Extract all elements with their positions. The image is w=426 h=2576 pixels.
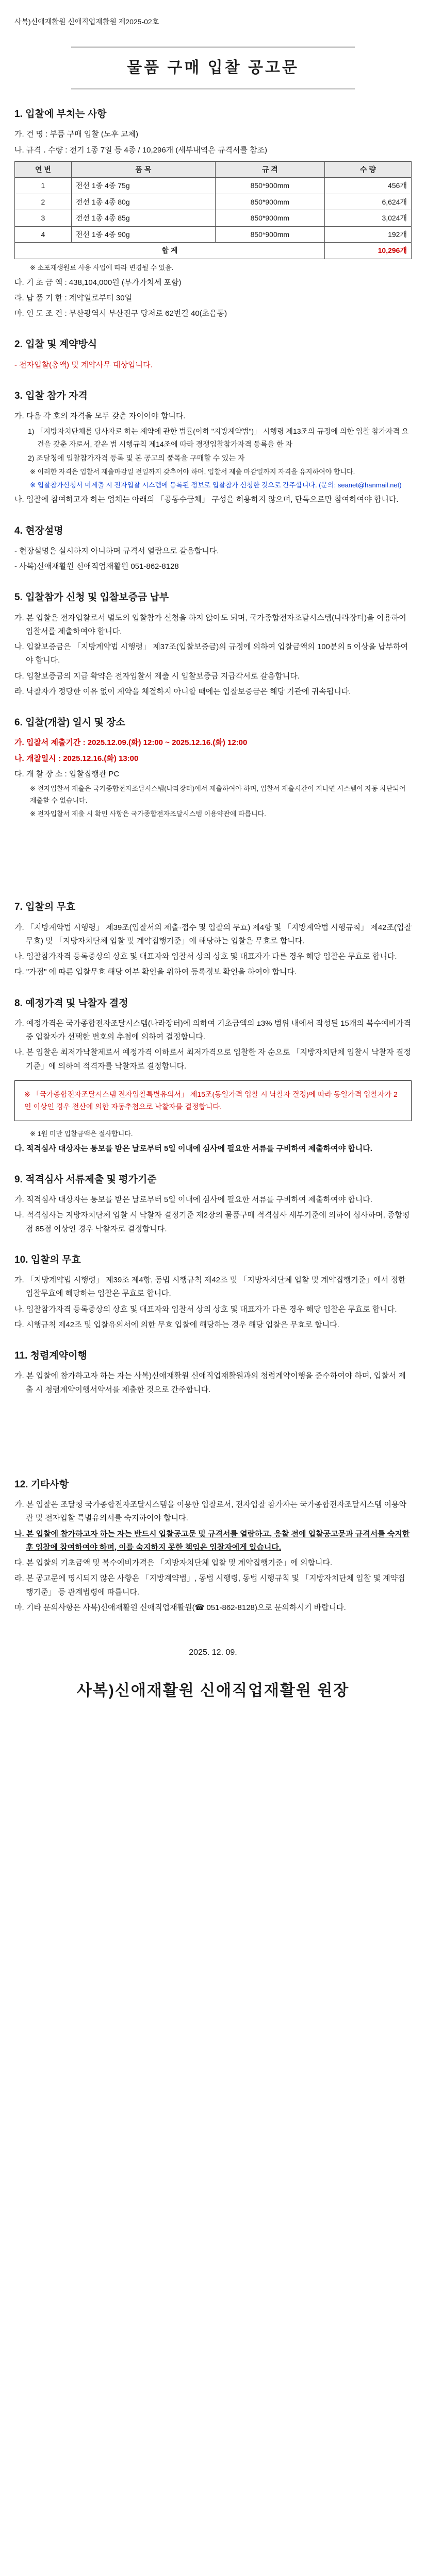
section-6	[14, 714, 412, 820]
section-heading: 12. 기타사항	[14, 1479, 69, 1490]
qualification-contact-note: ※ 입찰참가신청서 미제출 시 전자입찰 시스템에 등록된 정보로 입찰참가 신청한 것으로 간주합니다. (문의: seanet@hanmail.net)	[30, 481, 402, 489]
misc-item: 다. 본 입찰의 기초금액 및 복수예비가격은 「지방자치단체 입찰 및 계약집행기준」에 의합니다.	[14, 1558, 333, 1567]
deposit-item: 나. 입찰보증금은 「지방계약법 시행령」 제37조(입찰보증금)의 규정에 의하여 입찰금액의 100분의 5 이상을 납부하여야 합니다.	[14, 642, 408, 665]
invalid-item: 나. 입찰참가자격 등록증상의 상호 및 대표자와 입찰서 상의 상호 및 대표자가 다른 경우 해당 입찰은 무효로 합니다.	[14, 952, 397, 961]
invalid-item: 다. "가점" 에 따른 입찰무효 해당 여부 확인을 위하여 등록정보 확인을 하여야 합니다.	[14, 968, 297, 977]
section-heading: 3. 입찰 참가 자격	[14, 390, 88, 401]
cell: 전선 1종 4종 75g	[71, 178, 215, 194]
notice-date: 2025. 12. 09.	[189, 1648, 237, 1657]
opening-datetime: 나. 개찰일시 : 2025.12.16.(화) 13:00	[14, 754, 139, 763]
document-number: 사복)신애재활원 신애직업재활원 제2025-02호	[14, 18, 159, 26]
section-heading: 2. 입찰 및 계약방식	[14, 339, 97, 350]
bid-method: - 전자입찰(총액) 및 계약사무 대상입니다.	[14, 360, 153, 369]
section-9	[14, 1171, 412, 1236]
site-contact: - 사복)신애재활원 신애직업재활원 051-862-8128	[14, 562, 179, 571]
cell: 3,024개	[324, 210, 411, 227]
cell: 850*900mm	[215, 178, 324, 194]
item-spec: 나. 규격 ․ 수량 : 전기 1종 7일 등 4종 / 10,296개 (세부내역은 규격서를 참조)	[14, 145, 268, 155]
cell: 전선 1종 4종 85g	[71, 210, 215, 227]
deposit-item: 가. 본 입찰은 전자입찰로서 별도의 입찰참가 신청을 하지 않아도 되며, 국가종합전자조달시스템(나라장터)을 이용하여 입찰서를 제출하여야 합니다.	[14, 613, 406, 636]
invalid-item: 다. 시행규칙 제42조 및 입찰유의서에 의한 무효 입찰에 해당하는 경우 해당 입찰은 무효로 합니다.	[14, 1320, 339, 1329]
cell: 전선 1종 4종 80g	[71, 194, 215, 210]
cell: 3	[15, 210, 72, 227]
delivery-deadline: 라. 납 품 기 한 : 계약일로부터 30일	[14, 293, 133, 302]
total-value: 10,296개	[324, 243, 411, 259]
qualification-consortium: 나. 입찰에 참여하고자 하는 업체는 아래의 「공동수급체」 구성을 허용하지 않으며, 단독으로만 참여하여야 합니다.	[14, 495, 399, 504]
total-label: 합 계	[15, 243, 325, 259]
section-heading: 4. 현장설명	[14, 525, 63, 536]
table-row	[15, 226, 412, 243]
delivery-location: 마. 인 도 조 건 : 부산광역시 부산진구 당저로 62번길 40(초읍동)	[14, 309, 227, 318]
issuer-signature: 사복)신애재활원 신애직업재활원 원장	[76, 1682, 350, 1699]
table-row	[15, 210, 412, 227]
integrity-item: 가. 본 입찰에 참가하고자 하는 자는 사복)신애재활원 신애직업재활원과의 청렴계약이행을 준수하여야 하며, 입찰서 제출 시 청렴계약이행서약서를 제출한 것으로 간주합니다.	[14, 1371, 406, 1394]
qualification-1: 1) 「지방자치단체를 당사자로 하는 계약에 관한 법률(이하 "지방계약법")」 시행령 제13조의 규정에 의한 입찰 참가자격 요건을 갖춘 자로서, 같은 법 시행규칙 제14조에 따라 경쟁입찰참가자격 등록을 한 자	[28, 427, 409, 448]
qualification-note: ※ 이러한 자격은 입찰서 제출마감일 전일까지 갖추어야 하며, 입찰서 제출 마감일까지 자격을 유지하여야 합니다.	[30, 467, 355, 476]
schedule-note: ※ 전자입찰서 제출은 국가종합전자조달시스템(나라장터)에서 제출하여야 하며, 입찰서 제출시간이 지나면 시스템이 자동 차단되어 제출할 수 없습니다.	[30, 785, 406, 804]
section-heading: 1. 입찰에 부치는 사항	[14, 109, 107, 120]
col-header: 수 량	[324, 161, 411, 178]
section-7	[14, 899, 412, 979]
section-heading: 9. 적격심사 서류제출 및 평가기준	[14, 1174, 157, 1185]
qualification-intro: 가. 다음 각 호의 자격을 모두 갖춘 자이어야 합니다.	[14, 412, 186, 420]
review-item: 가. 적격심사 대상자는 통보를 받은 날로부터 5일 이내에 심사에 필요한 서류를 구비하여 제출하여야 합니다.	[14, 1195, 372, 1204]
section-4	[14, 522, 412, 574]
misc-item: 나. 본 입찰에 참가하고자 하는 자는 반드시 입찰공고문 및 규격서를 열람하고, 응찰 전에 입찰공고문과 규격서를 숙지한 후 입찰에 참여하여야 하며, 이를 숙지하지 못한 책임은 입찰자에게 있습니다.	[14, 1529, 410, 1552]
item-name: 가. 건 명 : 부품 구매 입찰 (노후 교체)	[14, 130, 139, 139]
tie-rule-box: ※ 「국가종합전자조달시스템 전자입찰특별유의서」 제15조(동일가격 입찰 시 낙찰자 결정)에 따라 동일가격 입찰자가 2인 이상인 경우 전산에 의한 자동추첨으로 낙찰자를 결정합니다.	[14, 1080, 412, 1121]
price-item: 가. 예정가격은 국가종합전자조달시스템(나라장터)에 의하여 기초금액의 ±3% 범위 내에서 작성된 15개의 복수예비가격 중 입찰자가 선택한 번호의 추첨에 의하여 결정합니다.	[14, 1019, 411, 1041]
section-2	[14, 336, 412, 372]
cell: 4	[15, 226, 72, 243]
section-heading: 6. 입찰(개찰) 일시 및 장소	[14, 717, 125, 728]
section-11	[14, 1347, 412, 1397]
section-5	[14, 589, 412, 699]
section-1	[14, 106, 412, 320]
table-note: ※ 소포재생원료 사용 사업에 따라 변경될 수 있음.	[30, 263, 174, 272]
col-header: 연 번	[15, 161, 72, 178]
section-3	[14, 387, 412, 507]
price-note: ※ 1원 미만 입찰금액은 절사합니다.	[30, 1129, 133, 1138]
price-item: 나. 본 입찰은 최저가낙찰제로서 예정가격 이하로서 최저가격으로 입찰한 자 순으로 「지방자치단체 입찰시 낙찰자 결정기준」에 의하여 적격자를 낙찰자로 결정합니다.	[14, 1048, 411, 1071]
table-row	[15, 178, 412, 194]
cell: 6,624개	[324, 194, 411, 210]
cell: 456개	[324, 178, 411, 194]
section-heading: 5. 입찰참가 신청 및 입찰보증금 납부	[14, 592, 169, 603]
table-row	[15, 194, 412, 210]
misc-item: 라. 본 공고문에 명시되지 않은 사항은 「지방계약법」, 동법 시행령, 동법 시행규칙 및 「지방자치단체 입찰 및 계약집행기준」 등 관계법령에 따릅니다.	[14, 1574, 405, 1597]
spacer	[14, 821, 412, 883]
items-table	[14, 161, 412, 259]
section-heading: 8. 예정가격 및 낙찰자 결정	[14, 997, 128, 1009]
page-title: 물품 구매 입찰 공고문	[71, 46, 355, 91]
spacer	[14, 1399, 412, 1461]
section-8	[14, 995, 412, 1156]
cell: 850*900mm	[215, 194, 324, 210]
section-heading: 7. 입찰의 무효	[14, 902, 76, 913]
cell: 850*900mm	[215, 210, 324, 227]
site-briefing: - 현장설명은 실시하지 아니하며 규격서 열람으로 갈음합니다.	[14, 546, 219, 555]
table-header-row	[15, 161, 412, 178]
invalid-item: 가. 「지방계약법 시행령」 제39조 제4항, 동법 시행규칙 제42조 및 「지방자치단체 입찰 및 계약집행기준」에서 정한 입찰무효에 해당하는 입찰은 무효로 합니다.	[14, 1276, 406, 1298]
section-12	[14, 1476, 412, 1615]
col-header: 규 격	[215, 161, 324, 178]
cell: 2	[15, 194, 72, 210]
schedule-note: ※ 전자입찰서 제출 시 확인 사항은 국가종합전자조달시스템 이용약관에 따릅니다.	[30, 809, 266, 818]
submission-period: 가. 입찰서 제출기간 : 2025.12.09.(화) 12:00 ~ 2025.12.16.(화) 12:00	[14, 738, 248, 748]
table-total-row	[15, 243, 412, 259]
section-heading: 10. 입찰의 무효	[14, 1254, 81, 1265]
cell: 1	[15, 178, 72, 194]
opening-place: 다. 개 찰 장 소 : 입찰집행관 PC	[14, 769, 120, 778]
deposit-item: 라. 낙찰자가 정당한 이유 없이 계약을 체결하지 아니할 때에는 입찰보증금은 해당 기관에 귀속됩니다.	[14, 687, 351, 696]
misc-item: 가. 본 입찰은 조달청 국가종합전자조달시스템을 이용한 입찰로서, 전자입찰 참가자는 국가종합전자조달시스템 이용약관 및 전자입찰 특별유의서를 숙지하여야 합니다.	[14, 1500, 407, 1523]
price-item: 다. 적격심사 대상자는 통보를 받은 날로부터 5일 이내에 심사에 필요한 서류를 구비하여 제출하여야 합니다.	[14, 1144, 372, 1153]
cell: 전선 1종 4종 90g	[71, 226, 215, 243]
base-amount: 다. 기 초 금 액 : 438,104,000원 (부가가치세 포함)	[14, 278, 182, 287]
col-header: 품 목	[71, 161, 215, 178]
section-heading: 11. 청렴계약이행	[14, 1350, 87, 1361]
review-item: 나. 적격심사는 지방자치단체 입찰 시 낙찰자 결정기준 제2장의 물품구매 적격심사 세부기준에 의하여 심사하며, 종합평점 85점 이상인 경우 낙찰자로 결정합니다.	[14, 1211, 410, 1233]
misc-item: 마. 기타 문의사항은 사복)신애재활원 신애직업재활원(☎ 051-862-8128)으로 문의하시기 바랍니다.	[14, 1603, 346, 1612]
section-10	[14, 1251, 412, 1332]
deposit-item: 다. 입찰보증금의 지급 확약은 전자입찰서 제출 시 입찰보증금 지급각서로 갈음합니다.	[14, 671, 300, 681]
qualification-2: 2) 조달청에 입찰참가자격 등록 및 본 공고의 품목을 구매할 수 있는 자	[28, 454, 245, 463]
invalid-item: 나. 입찰참가자격 등록증상의 상호 및 대표자와 입찰서 상의 상호 및 대표자가 다른 경우 해당 입찰은 무효로 합니다.	[14, 1304, 397, 1314]
invalid-item: 가. 「지방계약법 시행령」 제39조(입찰서의 제출·접수 및 입찰의 무효) 제4항 및 「지방계약법 시행규칙」 제42조(입찰무효) 및 「지방자치단체 입찰 및 계약집행기준」에 해당하는 입찰은 무효로 합니다.	[14, 923, 412, 945]
cell: 192개	[324, 226, 411, 243]
cell: 850*900mm	[215, 226, 324, 243]
